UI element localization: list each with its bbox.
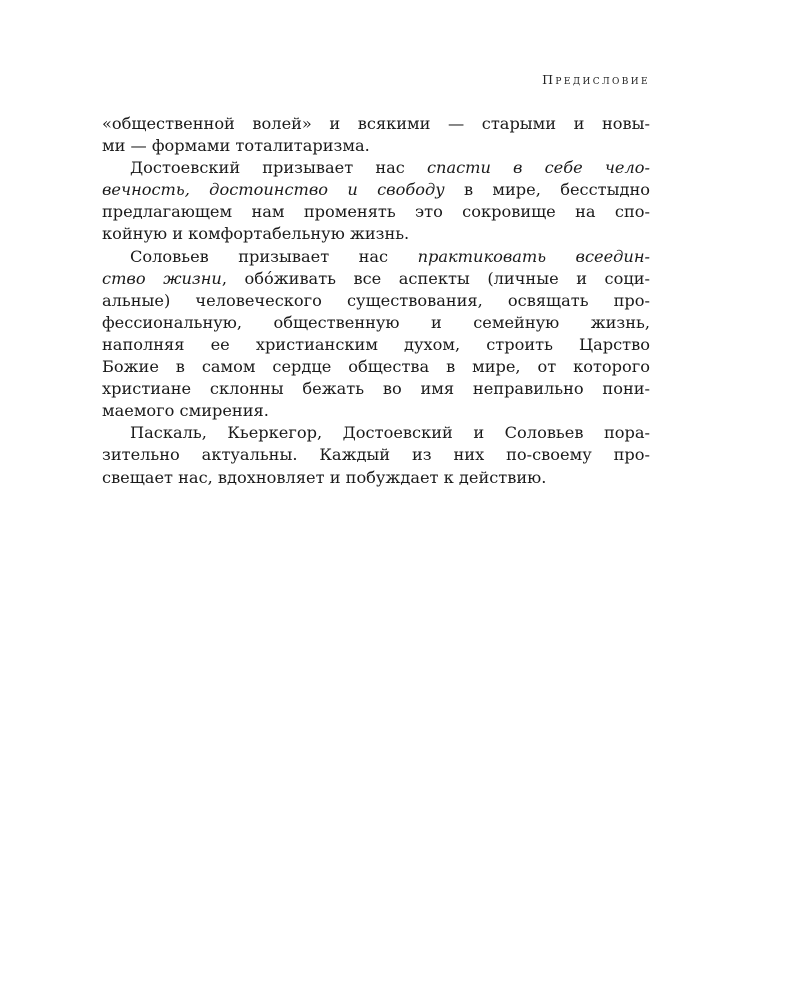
text-line	[102, 246, 650, 268]
body-text	[102, 113, 650, 489]
text-line: альные) человеческого существования, освящать про-	[102, 290, 650, 310]
text-segment: в мире, бесстыдно	[444, 180, 650, 200]
text-line: зительно актуальны. Каждый из них по-своему про-	[102, 445, 650, 465]
text-line: ми — формами тоталитаризма.	[102, 136, 370, 156]
text-line: койную и комфортабельную жизнь.	[102, 224, 410, 244]
text-line: Паскаль, Кьеркегор, Достоевский и Соловьев пора-	[130, 423, 650, 443]
text-line	[102, 268, 650, 290]
text-line: Божие в самом сердце общества в мире, от которого	[102, 357, 650, 377]
italic-emphasis: спасти в себе чело-	[426, 158, 650, 178]
text-line: христиане склонны бежать во имя неправильно пони-	[102, 379, 650, 399]
text-line: свещает нас, вдохновляет и побуждает к действию.	[102, 467, 547, 487]
text-line: предлагающем нам променять это сокровище на спо-	[102, 202, 650, 222]
italic-emphasis: ство жизни	[102, 268, 222, 288]
text-line	[102, 157, 650, 179]
running-head: Предисловие	[542, 72, 650, 87]
text-line: «общественной волей» и всякими — старыми и новы-	[102, 114, 650, 133]
text-line: наполняя ее христианским духом, строить Царство	[102, 334, 650, 354]
text-segment: Соловьев призывает нас	[130, 246, 418, 266]
text-line: маемого смирения.	[102, 401, 269, 421]
italic-emphasis: практиковать всеедин-	[417, 246, 650, 266]
italic-emphasis: вечность, достоинство и свободу	[102, 180, 445, 200]
text-line	[102, 179, 650, 201]
text-line: фессиональную, общественную и семейную жизнь,	[102, 312, 650, 332]
text-segment: Достоевский призывает нас	[130, 158, 427, 178]
text-segment: , обóживать все аспекты (личные и соци-	[221, 268, 650, 288]
